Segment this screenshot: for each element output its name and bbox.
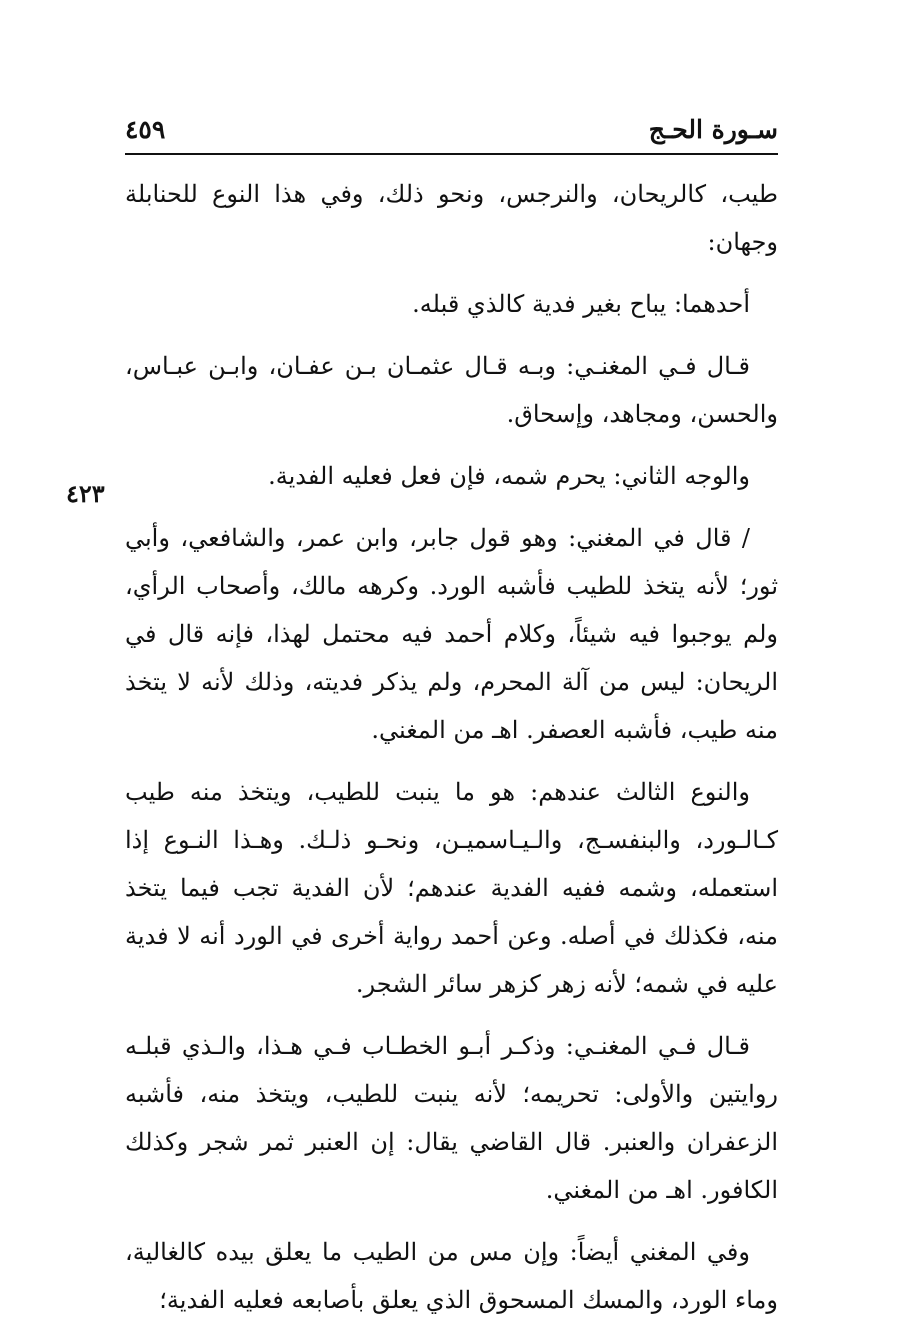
paragraph-8: وفي المغني أيضاً: وإن مس من الطيب ما يعلق بيده كالغالية، وماء الورد، والمسك المسحوق الذي يعلق بأصابعه فعليه الفدية؛ — [125, 1238, 778, 1314]
page-header — [125, 112, 778, 148]
paragraph-2: أحدهما: يباح بغير فدية كالذي قبله. — [412, 290, 750, 318]
paragraph-6: والنوع الثالث عندهم: هو ما ينبت للطيب، ويتخذ منه طيب كـالـورد، والبنفسـج، والـيـاسميـن، ونحـو ذلـك. وهـذا النـوع إذا استعمله، وشمه ففيه الفدية عندهم؛ لأن الفدية تجب فيما يتخذ منه، فكذلك في أصله. وعن أحمد رواية أخرى في الورد أنه لا فدية عليه في شمه؛ لأنه زهر كزهر سائر الشجر. — [125, 778, 778, 998]
page-number: ٤٥٩ — [125, 115, 166, 144]
body-text — [125, 170, 778, 1338]
paragraph-5: / قال في المغني: وهو قول جابر، وابن عمر، والشافعي، وأبي ثور؛ لأنه يتخذ للطيب فأشبه الورد. وكرهه مالك، وأصحاب الرأي، ولم يوجبوا فيه شيئاً، وكلام أحمد فيه محتمل لهذا، فإنه قال في الريحان: ليس من آلة المحرم، ولم يذكر فديته، وذلك لأنه لا يتخذ منه طيب، فأشبه العصفر. اهـ من المغني. — [125, 524, 778, 744]
paragraph-4: والوجه الثاني: يحرم شمه، فإن فعل فعليه الفدية. — [268, 462, 750, 490]
header-divider — [125, 153, 778, 155]
paragraph-3: قـال فـي المغنـي: وبـه قـال عثمـان بـن عفـان، وابـن عبـاس، والحسن، ومجاهد، وإسحاق. — [125, 352, 778, 428]
paragraph-1: طيب، كالريحان، والنرجس، ونحو ذلك، وفي هذا النوع للحنابلة وجهان: — [125, 180, 778, 256]
surah-title: سـورة الحـج — [648, 115, 778, 144]
original-page-marker: ٤٢٣ — [66, 479, 105, 508]
paragraph-7: قـال فـي المغنـي: وذكـر أبـو الخطـاب فـي هـذا، والـذي قبلـه روايتين والأولى: تحريمه؛ لأنه ينبت للطيب، ويتخذ منه، فأشبه الزعفران والعنبر. قال القاضي يقال: إن العنبر ثمر شجر وكذلك الكافور. اهـ من المغني. — [125, 1032, 778, 1204]
